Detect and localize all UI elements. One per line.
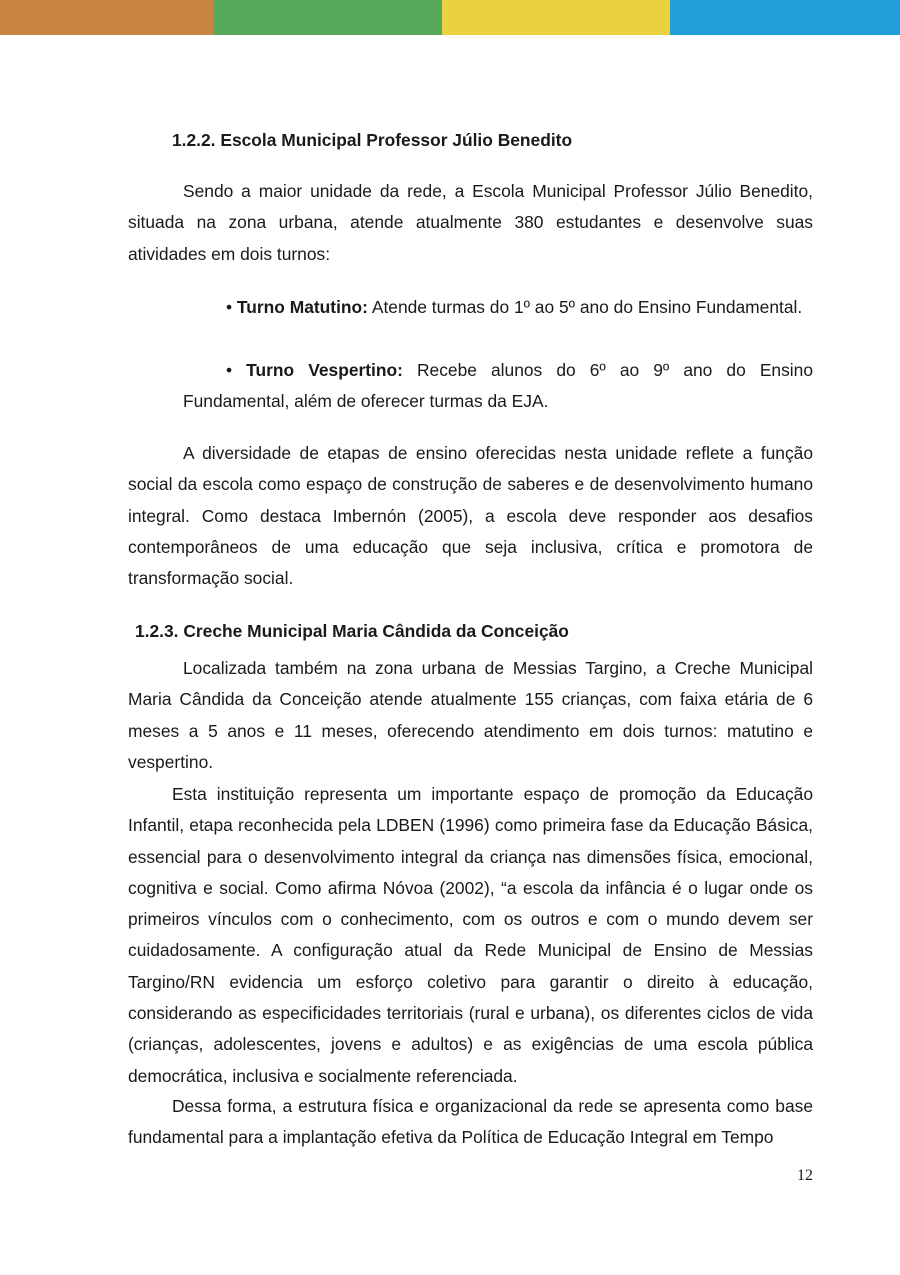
bullet-label: Turno Vespertino: [246, 360, 403, 380]
paragraph: Localizada também na zona urbana de Messias Targino, a Creche Municipal Maria Cândida da Conceição atende atualmente 155 crianças, com faixa etária de 6 meses a 5 anos e 11 meses, oferecendo atendimento em dois turnos: matutino e vespertino. [128, 658, 813, 772]
header-stripe-blue [670, 0, 900, 35]
paragraph: Sendo a maior unidade da rede, a Escola Municipal Professor Júlio Benedito, situada na zona urbana, atende atualmente 380 estudantes e desenvolve suas atividades em dois turnos: [128, 181, 813, 264]
bullet-text: Recebe alunos do 6º ao 9º ano do Ensino Fundamental, além de oferecer turmas da EJA. [183, 360, 813, 412]
bullet-item: • Turno Vespertino: Recebe alunos do 6º ao 9º ano do Ensino Fundamental, além de oferecer turmas da EJA. [183, 360, 813, 412]
paragraph: Esta instituição representa um importante espaço de promoção da Educação Infantil, etapa reconhecida pela LDBEN (1996) como primeira fase da Educação Básica, essencial para o desenvolvimento integral da criança nas dimensões física, emocional, cognitiva e social. Como afirma Nóvoa (2002), “a escola da infância é o lugar onde os primeiros vínculos com o conhecimento, com os outros e com o mundo devem ser cuidadosamente. A configuração atual da Rede Municipal de Ensino de Messias Targino/RN evidencia um esforço coletivo para garantir o direito à educação, considerando as especificidades territoriais (rural e urbana), os diferentes ciclos de vida (crianças, adolescentes, jovens e adultos) e as exigências de uma escola pública democrática, inclusiva e socialmente referenciada. [128, 784, 813, 1086]
paragraph: A diversidade de etapas de ensino oferecidas nesta unidade reflete a função social da escola como espaço de construção de saberes e de desenvolvimento humano integral. Como destaca Imbernón (2005), a escola deve responder aos desafios contemporâneos de uma educação que seja inclusiva, crítica e promotora de transformação social. [128, 443, 813, 589]
bullet-label: Turno Matutino: [236, 297, 368, 317]
header-stripe-orange [0, 0, 214, 35]
bullet-text: Atende turmas do 1º ao 5º ano do Ensino Fundamental. [367, 297, 803, 317]
paragraph: Dessa forma, a estrutura física e organizacional da rede se apresenta como base fundamental para a implantação efetiva da Política de Educação Integral em Tempo [128, 1096, 813, 1148]
bullet-item: • Turno Matutino: Atende turmas do 1º ao 5º ano do Ensino Fundamental. [226, 297, 803, 317]
header-stripe-green [214, 0, 442, 35]
page-number: 12 [797, 1167, 813, 1184]
section-heading: 1.2.3. Creche Municipal Maria Cândida da Conceição [135, 621, 569, 641]
header-stripe-yellow [442, 0, 670, 35]
section-heading: 1.2.2. Escola Municipal Professor Júlio Benedito [172, 130, 573, 150]
